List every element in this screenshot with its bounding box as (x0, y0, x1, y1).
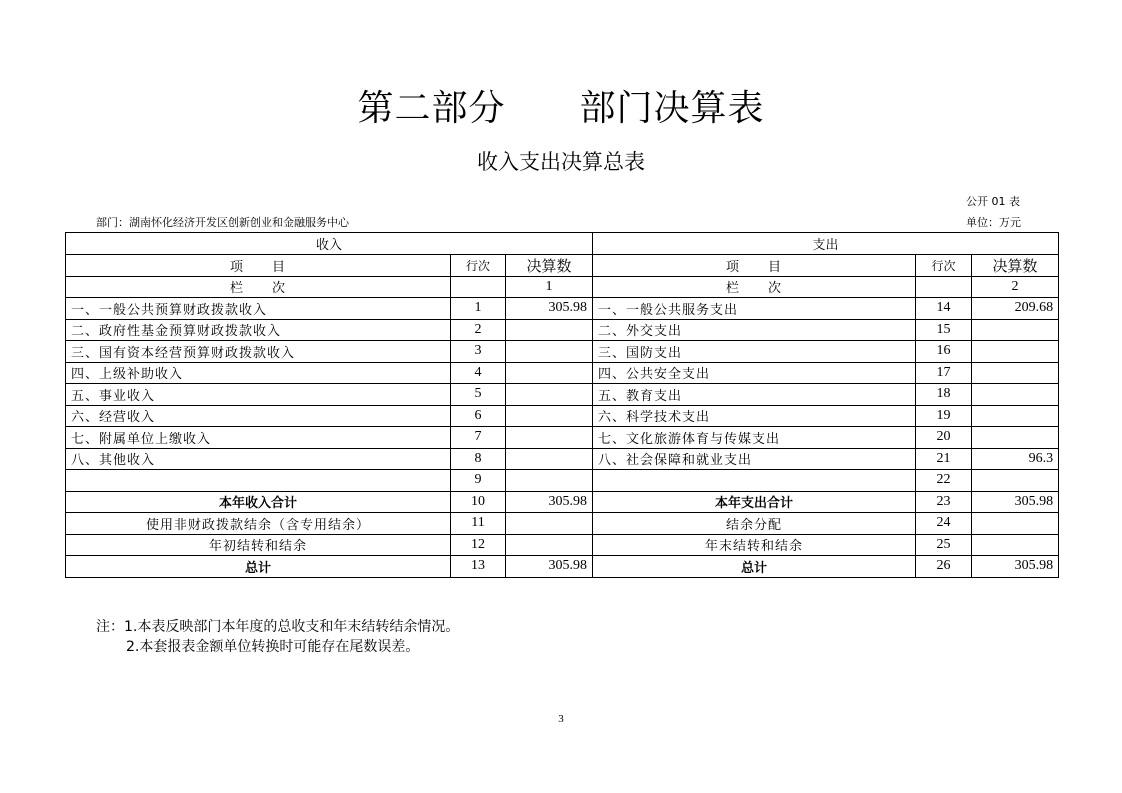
expense-item: 八、社会保障和就业支出 (593, 448, 916, 470)
non-fiscal-surplus-label: 使用非财政拨款结余（含专用结余） (66, 513, 451, 535)
expense-amount (972, 362, 1059, 384)
empty-cell (972, 513, 1059, 535)
income-row-header: 行次 (451, 254, 506, 276)
income-item: 二、政府性基金预算财政拨款收入 (66, 319, 451, 341)
column-header-row (66, 254, 1059, 276)
income-item: 四、上级补助收入 (66, 362, 451, 384)
expense-row-no: 22 (916, 470, 972, 492)
income-item-header: 项 目 (66, 254, 451, 276)
expense-row-no: 23 (916, 491, 972, 513)
income-amount (506, 341, 593, 363)
table-row (66, 427, 1059, 449)
table-row (66, 513, 1059, 535)
income-item: 六、经营收入 (66, 405, 451, 427)
page-number: 3 (558, 713, 564, 725)
expense-section-header: 支出 (593, 233, 1059, 255)
department-label: 部门：湖南怀化经济开发区创新创业和金融服务中心 (96, 216, 349, 229)
income-row-no: 6 (451, 405, 506, 427)
income-row-no: 9 (451, 470, 506, 492)
expense-row-no: 19 (916, 405, 972, 427)
expense-grand-total-label: 总计 (593, 556, 916, 578)
income-row-no: 1 (451, 298, 506, 320)
expense-row-no: 18 (916, 384, 972, 406)
empty-cell (916, 276, 972, 298)
income-item: 七、附属单位上缴收入 (66, 427, 451, 449)
income-total-amount: 305.98 (506, 491, 593, 513)
expense-row-no: 20 (916, 427, 972, 449)
income-item: 三、国有资本经营预算财政拨款收入 (66, 341, 451, 363)
income-row-no: 5 (451, 384, 506, 406)
expense-total-label: 本年支出合计 (593, 491, 916, 513)
table-row (66, 448, 1059, 470)
income-row-no: 7 (451, 427, 506, 449)
note-line-2: 2.本套报表金额单位转换时可能存在尾数误差。 (126, 639, 420, 655)
grand-total-row (66, 556, 1059, 578)
expense-item: 一、一般公共服务支出 (593, 298, 916, 320)
income-row-no: 8 (451, 448, 506, 470)
expense-row-no: 14 (916, 298, 972, 320)
expense-item: 五、教育支出 (593, 384, 916, 406)
expense-amount (972, 470, 1059, 492)
income-amount (506, 319, 593, 341)
expense-row-no: 24 (916, 513, 972, 535)
empty-cell (451, 276, 506, 298)
expense-item (593, 470, 916, 492)
expense-item: 二、外交支出 (593, 319, 916, 341)
unit-label: 单位：万元 (966, 216, 1021, 229)
expense-seq-label: 栏 次 (593, 276, 916, 298)
empty-cell (506, 534, 593, 556)
expense-row-no: 26 (916, 556, 972, 578)
income-grand-total-amount: 305.98 (506, 556, 593, 578)
income-amount (506, 448, 593, 470)
income-amount-header: 决算数 (506, 254, 593, 276)
expense-row-header: 行次 (916, 254, 972, 276)
expense-amount-header: 决算数 (972, 254, 1059, 276)
income-item: 五、事业收入 (66, 384, 451, 406)
income-amount (506, 362, 593, 384)
expense-row-no: 15 (916, 319, 972, 341)
income-amount (506, 405, 593, 427)
expense-grand-total-amount: 305.98 (972, 556, 1059, 578)
expense-item: 四、公共安全支出 (593, 362, 916, 384)
expense-item-header: 项 目 (593, 254, 916, 276)
expense-row-no: 17 (916, 362, 972, 384)
income-item (66, 470, 451, 492)
table-row (66, 405, 1059, 427)
expense-amount (972, 341, 1059, 363)
income-row-no: 4 (451, 362, 506, 384)
expense-item: 六、科学技术支出 (593, 405, 916, 427)
expense-item: 三、国防支出 (593, 341, 916, 363)
empty-cell (972, 534, 1059, 556)
expense-row-no: 21 (916, 448, 972, 470)
income-item: 一、一般公共预算财政拨款收入 (66, 298, 451, 320)
income-row-no: 12 (451, 534, 506, 556)
expense-total-amount: 305.98 (972, 491, 1059, 513)
income-amount (506, 384, 593, 406)
table-title: 收入支出决算总表 (477, 150, 645, 174)
notes (96, 617, 459, 657)
expense-row-no: 16 (916, 341, 972, 363)
income-row-no: 2 (451, 319, 506, 341)
expense-amount (972, 427, 1059, 449)
column-seq-row (66, 276, 1059, 298)
note-line-1: 注：1.本表反映部门本年度的总收支和年末结转结余情况。 (96, 619, 460, 635)
income-amount (506, 427, 593, 449)
expense-item: 七、文化旅游体育与传媒支出 (593, 427, 916, 449)
table-row (66, 341, 1059, 363)
expense-seq-number: 2 (972, 276, 1059, 298)
income-item: 八、其他收入 (66, 448, 451, 470)
expense-row-no: 25 (916, 534, 972, 556)
annual-total-row (66, 491, 1059, 513)
table-row (66, 362, 1059, 384)
ending-balance-label: 年末结转和结余 (593, 534, 916, 556)
empty-cell (506, 513, 593, 535)
income-row-no: 3 (451, 341, 506, 363)
income-grand-total-label: 总计 (66, 556, 451, 578)
page-title: 第二部分 部门决算表 (357, 88, 765, 129)
income-amount: 305.98 (506, 298, 593, 320)
table-row (66, 319, 1059, 341)
form-code: 公开 01 表 (966, 195, 1020, 208)
expense-amount (972, 319, 1059, 341)
beginning-balance-label: 年初结转和结余 (66, 534, 451, 556)
table-row (66, 470, 1059, 492)
expense-amount: 209.68 (972, 298, 1059, 320)
income-seq-label: 栏 次 (66, 276, 451, 298)
expense-amount (972, 405, 1059, 427)
income-row-no: 13 (451, 556, 506, 578)
income-row-no: 10 (451, 491, 506, 513)
expense-amount: 96.3 (972, 448, 1059, 470)
income-row-no: 11 (451, 513, 506, 535)
surplus-distribution-label: 结余分配 (593, 513, 916, 535)
income-seq-number: 1 (506, 276, 593, 298)
table-row (66, 534, 1059, 556)
income-total-label: 本年收入合计 (66, 491, 451, 513)
expense-amount (972, 384, 1059, 406)
income-amount (506, 470, 593, 492)
table-row (66, 384, 1059, 406)
income-expense-table (65, 232, 1059, 578)
section-header-row (66, 233, 1059, 255)
income-section-header: 收入 (66, 233, 593, 255)
table-row (66, 298, 1059, 320)
